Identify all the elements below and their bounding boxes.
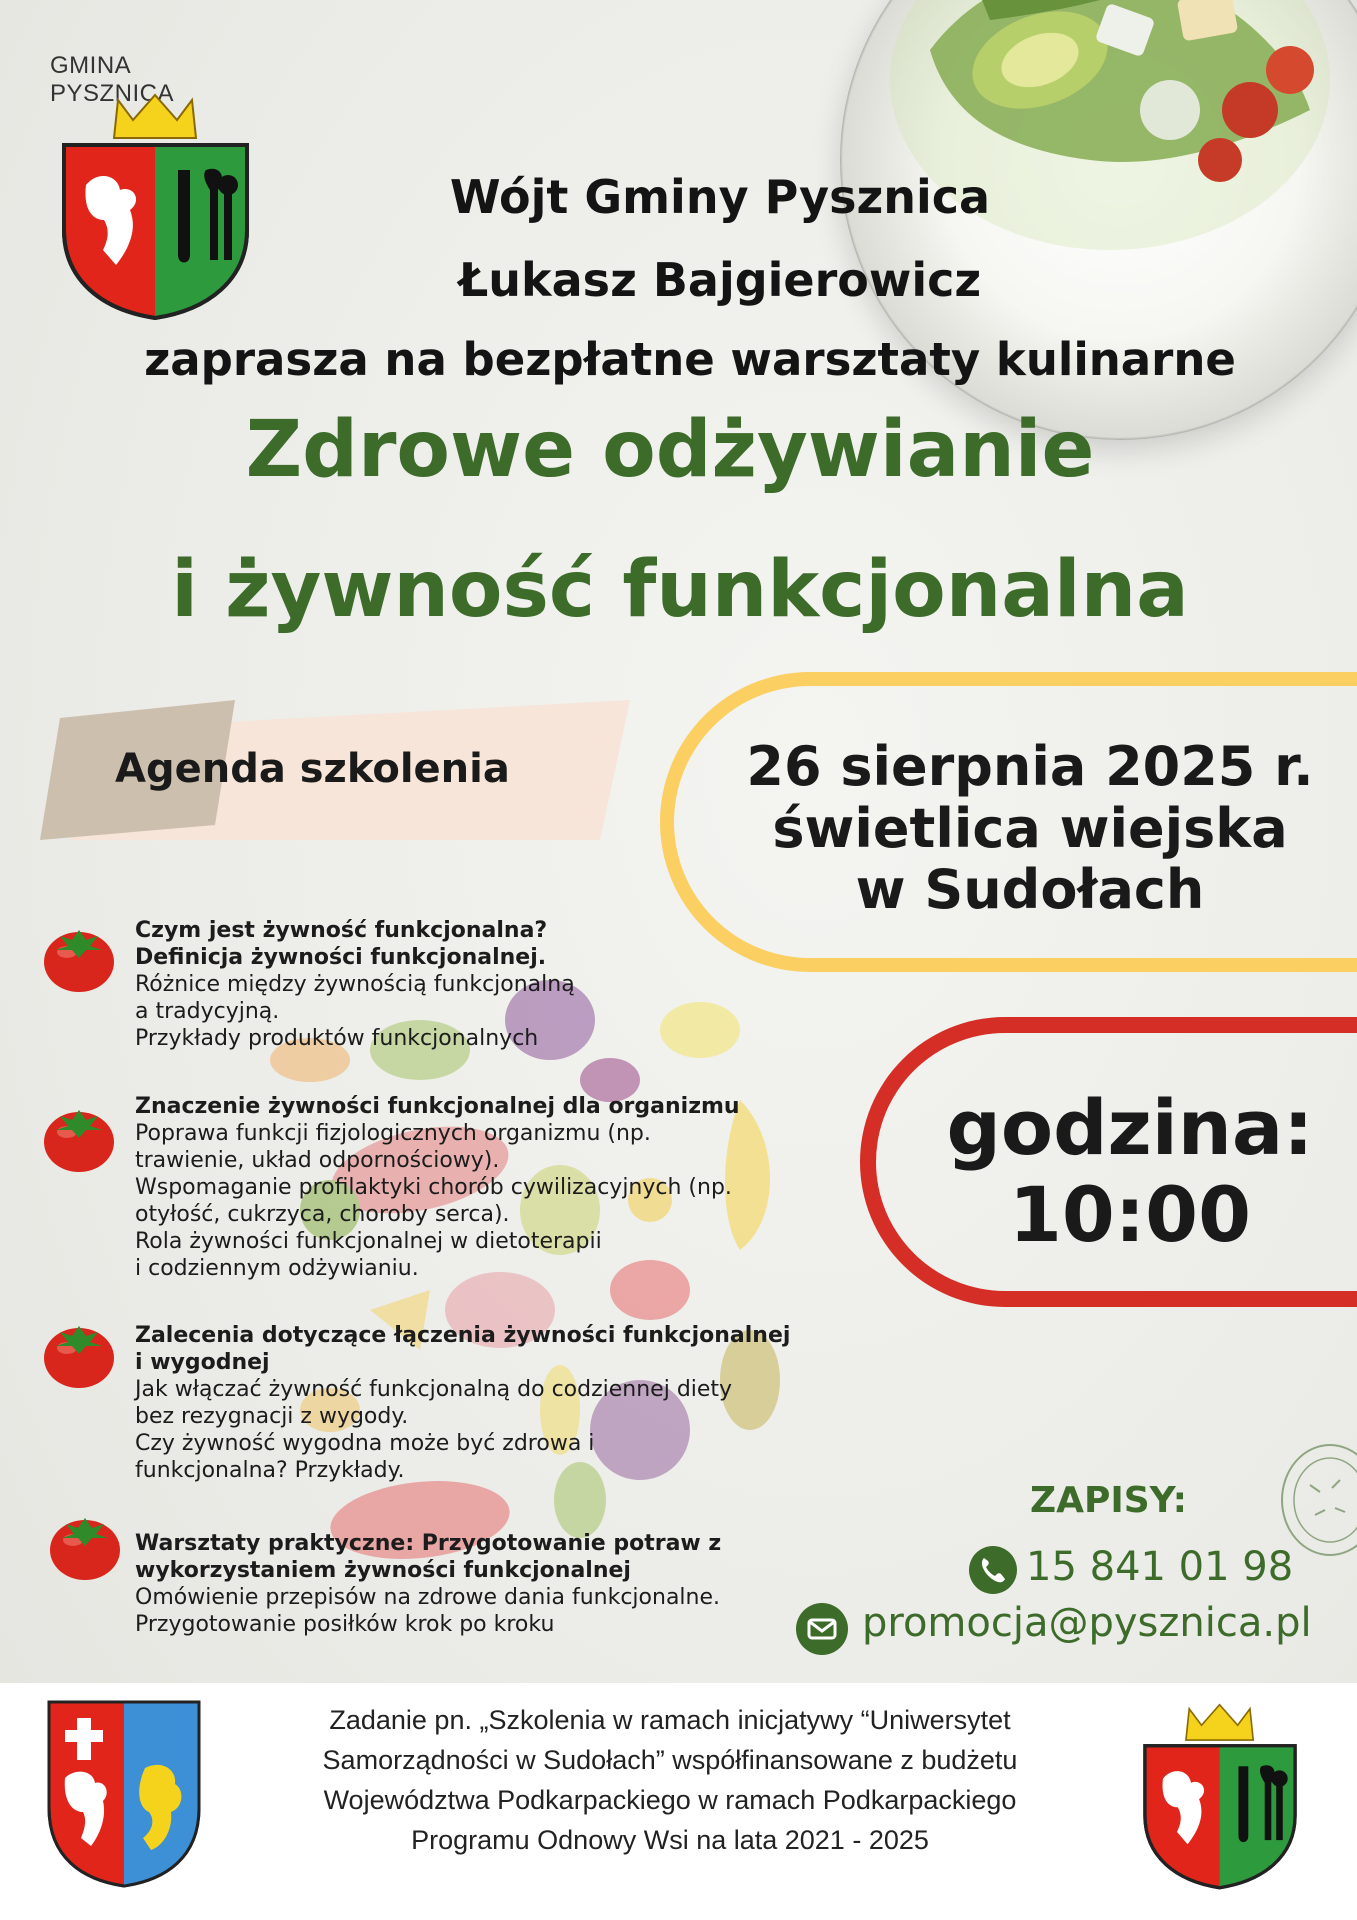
event-place-line-1: świetlica wiejska (772, 797, 1288, 860)
agenda-item-3-line: funkcjonalna? Przykłady. (135, 1458, 405, 1483)
funding-note-line: Zadanie pn. „Szkolenia w ramach inicjatywy “Uniwersytet (329, 1705, 1011, 1735)
agenda-title: Agenda szkolenia (115, 746, 510, 792)
agenda-item-2-line: otyłość, cukrzyca, choroby serca). (135, 1202, 510, 1227)
funding-note-line: Samorządności w Sudołach” współfinansowane z budżetu (322, 1745, 1018, 1775)
tomato-icon (42, 1100, 116, 1174)
agenda-item-2-line: Poprawa funkcji fizjologicznych organizmu (np. (135, 1121, 651, 1146)
event-title-line-1: Zdrowe odżywianie (245, 405, 1095, 495)
agenda-item-4-line: Przygotowanie posiłków krok po kroku (135, 1612, 555, 1637)
invitation-line-3: zaprasza na bezpłatne warsztaty kulinarne (144, 333, 1236, 386)
salad-illustration (870, 0, 1350, 270)
agenda-item-1-title: Czym jest żywność funkcjonalna? (135, 918, 548, 943)
event-title-line-2: i żywność funkcjonalna (171, 545, 1189, 635)
agenda-item-3-line: bez rezygnacji z wygody. (135, 1404, 409, 1429)
podkarpackie-coat-of-arms (45, 1698, 203, 1888)
event-date: 26 sierpnia 2025 r. (746, 735, 1314, 798)
funding-note-line: Województwa Podkarpackiego w ramach Podkarpackiego (323, 1785, 1017, 1815)
agenda-item-3 (135, 1322, 815, 1484)
agenda-item-1-line: Różnice między żywnością funkcjonalną (135, 972, 575, 997)
agenda-item-2-line: Wspomaganie profilaktyki chorób cywilizacyjnych (np. (135, 1175, 732, 1200)
agenda-item-2 (135, 1093, 815, 1282)
leaf-decoration-icon (1270, 1440, 1357, 1560)
funding-note-line: Programu Odnowy Wsi na lata 2021 - 2025 (411, 1825, 929, 1855)
agenda-item-4 (135, 1530, 815, 1638)
phone-icon (968, 1545, 1018, 1595)
funding-note (240, 1700, 1100, 1860)
invitation-line-1: Wójt Gminy Pysznica (449, 170, 991, 224)
event-place-line-2: w Sudołach (855, 858, 1205, 921)
agenda-item-3-line: Czy żywność wygodna może być zdrowa i (135, 1431, 595, 1456)
agenda-item-1-line: a tradycyjną. (135, 999, 280, 1024)
tomato-icon (42, 920, 116, 994)
agenda-item-1 (135, 917, 815, 1052)
registration-label: ZAPISY: (1030, 1480, 1188, 1521)
agenda-item-3-title: Zalecenia dotyczące łączenia żywności funkcjonalnej (135, 1323, 791, 1348)
agenda-item-2-line: trawienie, układ odpornościowy). (135, 1148, 500, 1173)
agenda-item-3-title-2: i wygodnej (135, 1350, 270, 1375)
agenda-item-4-title-2: wykorzystaniem żywności funkcjonalnej (135, 1558, 631, 1583)
agenda-item-2-line: Rola żywności funkcjonalnej w dietoterapii (135, 1229, 602, 1254)
gmina-pysznica-coat-of-arms (1140, 1700, 1300, 1890)
tomato-icon (48, 1508, 122, 1582)
agenda-item-4-title: Warsztaty praktyczne: Przygotowanie potraw z (135, 1531, 722, 1556)
agenda-item-1-title-2: Definicja żywności funkcjonalnej. (135, 945, 547, 970)
gmina-label: GMINA PYSZNICA (50, 52, 175, 107)
email-address[interactable]: promocja@pysznica.pl (862, 1600, 1312, 1646)
tomato-icon (42, 1316, 116, 1390)
agenda-item-2-line: i codziennym odżywianiu. (135, 1256, 419, 1281)
event-time: 10:00 (1009, 1170, 1251, 1259)
invitation-line-2: Łukasz Bajgierowicz (458, 253, 982, 307)
agenda-item-2-title: Znaczenie żywności funkcjonalnej dla organizmu (135, 1094, 740, 1119)
time-label: godzina: (946, 1083, 1314, 1172)
agenda-item-4-line: Omówienie przepisów na zdrowe dania funkcjonalne. (135, 1585, 721, 1610)
phone-number[interactable]: 15 841 01 98 (1026, 1544, 1294, 1590)
email-icon (795, 1602, 849, 1656)
agenda-item-1-line: Przykłady produktów funkcjonalnych (135, 1026, 539, 1051)
agenda-item-3-line: Jak włączać żywność funkcjonalną do codziennej diety (135, 1377, 733, 1402)
